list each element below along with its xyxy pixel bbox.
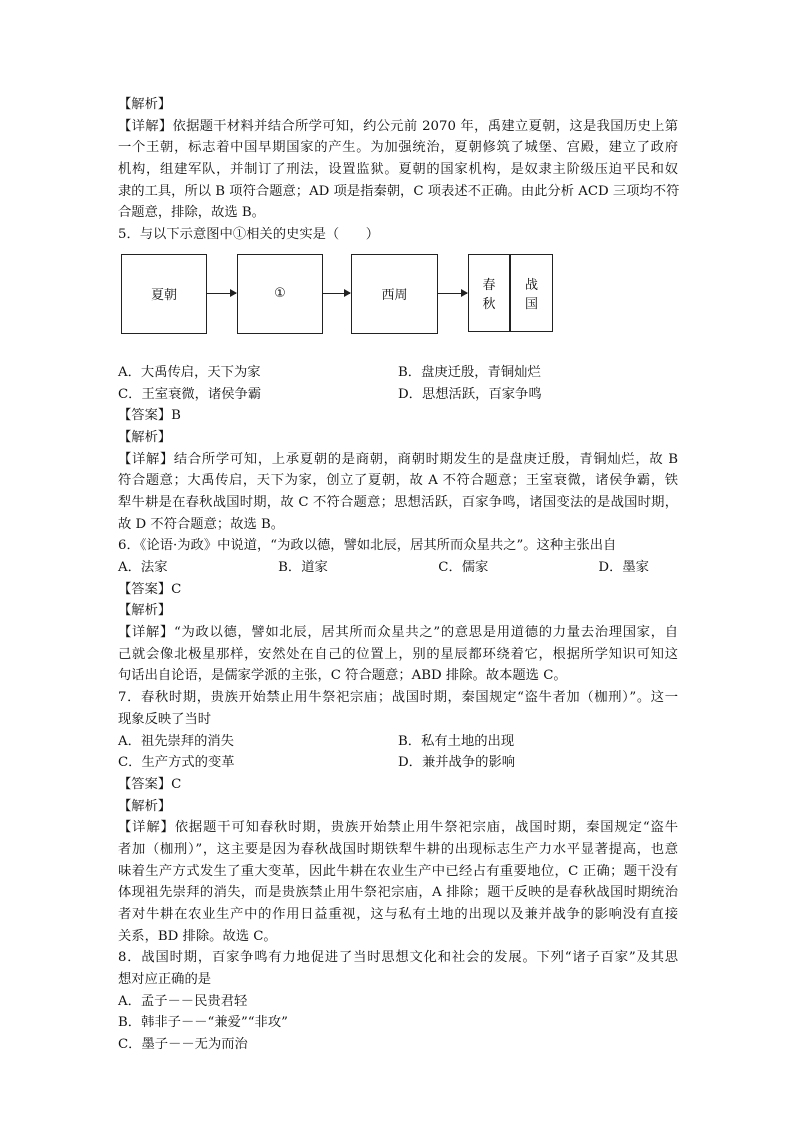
option-b: B．盘庚迁殷，青铜灿烂: [398, 364, 541, 380]
detail-line: 关系，BD 排除。故选 C。: [118, 928, 277, 944]
page-content: [118, 94, 678, 1056]
analysis-label: 【解析】: [118, 97, 172, 112]
analysis-label: 【解析】: [118, 429, 172, 445]
detail-line: 【详解】依据题干可知春秋时期，贵族开始禁止用牛祭祀宗庙，战国时期，秦国规定“盗牛: [118, 820, 678, 836]
box-blank-1: ①: [237, 254, 323, 334]
detail-line: 【详解】依据题干材料并结合所学可知，约公元前 2070 年，禹建立夏朝，这是我国历史上第: [118, 118, 678, 134]
detail-line: 犁牛耕是在春秋战国时期，故 C 不符合题意；思想活跃，百家争鸣，诸国变法的是战国时期，: [118, 494, 678, 510]
option-b: B．道家: [278, 560, 328, 575]
detail-line: 机构，组建军队，并制订了刑法，设置监狱。夏朝的国家机构，是奴隶主阶级压迫平民和奴: [118, 162, 678, 178]
arrow-2: [322, 293, 350, 294]
option-c: C．墨子－－无为而治: [118, 1037, 248, 1053]
detail-line: 者对牛耕在农业生产中的作用日益重视，这与私有土地的出现以及兼并战争的影响没有直接: [118, 907, 678, 922]
box-western-zhou: 西周: [351, 254, 438, 334]
box-warring-states: 战国: [510, 254, 553, 332]
question-6-stem: 6．《论语·为政》中说道，“为政以德，譬如北辰，居其所而众星共之”。这种主张出自: [118, 538, 617, 554]
question-5-stem: 5．与以下示意图中①相关的史实是（ ）: [118, 227, 380, 243]
box-spring-autumn: 春秋: [468, 254, 510, 332]
option-c: C．儒家: [438, 560, 489, 575]
option-c: C．生产方式的变革: [118, 755, 235, 771]
option-a: A．法家: [118, 560, 168, 575]
option-a: A．祖先崇拜的消失: [118, 733, 234, 749]
detail-line: 己就会像北极星那样，安然处在自己的位置上，别的星辰都环绕着它，根据所学知识可知这: [118, 646, 678, 662]
option-a: A．大禹传启，天下为家: [118, 364, 261, 380]
option-b: B．私有土地的出现: [398, 733, 515, 749]
options-row: [118, 752, 678, 774]
detail-line: 合题意，排除，故选 B。: [118, 205, 265, 221]
analysis-label: 【解析】: [118, 603, 172, 619]
option-c: C．王室衰微，诸侯争霸: [118, 386, 262, 402]
detail-line: 者加（枷刑）”，这主要是因为春秋战国时期铁犁牛耕的出现标志生产力水平显著提高，也意: [118, 841, 678, 857]
detail-line: 味着生产方式发生了重大变革，因此牛耕在农业生产中已经占有重要地位，C 正确；题干没有: [118, 863, 678, 879]
question-8-stem: 想对应正确的是: [118, 972, 212, 988]
detail-line: 一个王朝，标志着中国早期国家的产生。为加强统治，夏朝修筑了城堡、宫殿，建立了政府: [118, 140, 678, 156]
detail-line: 【详解】“为政以德，譬如北辰，居其所而众星共之”的意思是用道德的力量去治理国家，自: [118, 625, 678, 641]
detail-line: 符合题意；大禹传启，天下为家，创立了夏朝，故 A 不符合题意；王室衰微，诸侯争霸，铁: [118, 473, 678, 489]
box-xia: 夏朝: [121, 254, 207, 334]
answer-label: 【答案】C: [118, 776, 182, 792]
options-row: [118, 557, 678, 579]
detail-line: 【详解】结合所学可知，上承夏朝的是商朝，商朝时期发生的是盘庚迁殷，青铜灿烂，故 B: [118, 451, 678, 467]
question-8-stem: 8．战国时期，百家争鸣有力地促进了当时思想文化和社会的发展。下列“诸子百家”及其思: [118, 950, 678, 966]
arrow-3: [437, 293, 467, 294]
dynasty-timeline-diagram: [118, 246, 678, 362]
answer-label: 【答案】C: [118, 581, 182, 597]
option-d: D．思想活跃，百家争鸣: [398, 386, 542, 402]
detail-line: 句话出自论语，是儒家学派的主张，C 符合题意；ABD 排除。故本题选 C。: [118, 668, 567, 684]
answer-label: 【答案】B: [118, 408, 181, 424]
detail-line: 体现祖先崇拜的消失，而是贵族禁止用牛祭祀宗庙，A 排除；题干反映的是春秋战国时期统治: [118, 885, 678, 901]
option-b: B．韩非子－－“兼爱”“非攻”: [118, 1015, 288, 1031]
question-7-stem: 现象反映了当时: [118, 711, 212, 727]
option-d: D．兼并战争的影响: [398, 755, 516, 771]
question-7-stem: 7．春秋时期，贵族开始禁止用牛祭祀宗庙；战国时期，秦国规定“盗牛者加（枷刑）”。这一: [118, 690, 678, 706]
option-d: D．墨家: [598, 560, 649, 575]
options-row: [118, 384, 678, 406]
options-row: [118, 731, 678, 753]
detail-line: 故 D 不符合题意；故选 B。: [118, 516, 285, 532]
arrow-1: [206, 293, 236, 294]
options-row: [118, 362, 678, 384]
analysis-label: 【解析】: [118, 798, 172, 814]
detail-line: 隶的工具，所以 B 项符合题意；AD 项是指秦朝，C 项表述不正确。由此分析 ACD 三项均不符: [118, 183, 680, 199]
option-a: A．孟子－－民贵君轻: [118, 993, 248, 1009]
